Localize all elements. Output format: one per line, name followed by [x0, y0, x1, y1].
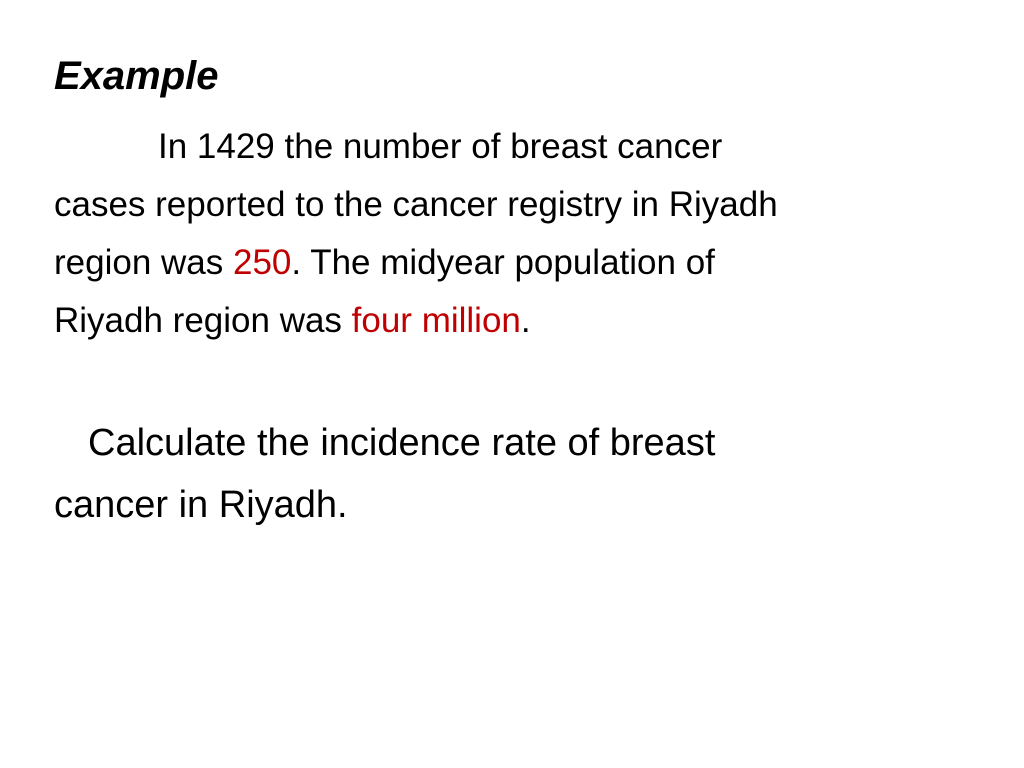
- problem-line-4: [54, 292, 984, 350]
- problem-statement: [54, 118, 984, 350]
- problem-line-3-start: region was: [54, 243, 233, 282]
- problem-line-4-start: Riyadh region was: [54, 301, 352, 340]
- problem-line-1: In 1429 the number of breast cancer: [158, 127, 723, 166]
- question-line-2: cancer in Riyadh.: [54, 484, 348, 526]
- problem-line-4-end: .: [520, 301, 531, 340]
- problem-line-3: [54, 234, 984, 292]
- question-line-1: Calculate the incidence rate of breast: [88, 422, 716, 464]
- slide-title: Example: [54, 54, 219, 98]
- population-value: four million: [351, 301, 521, 340]
- problem-line-3-end: . The midyear population of: [291, 243, 715, 282]
- problem-line-2: cases reported to the cancer registry in Riyadh: [54, 185, 778, 224]
- question-statement: [54, 412, 984, 536]
- cases-value: 250: [232, 243, 292, 282]
